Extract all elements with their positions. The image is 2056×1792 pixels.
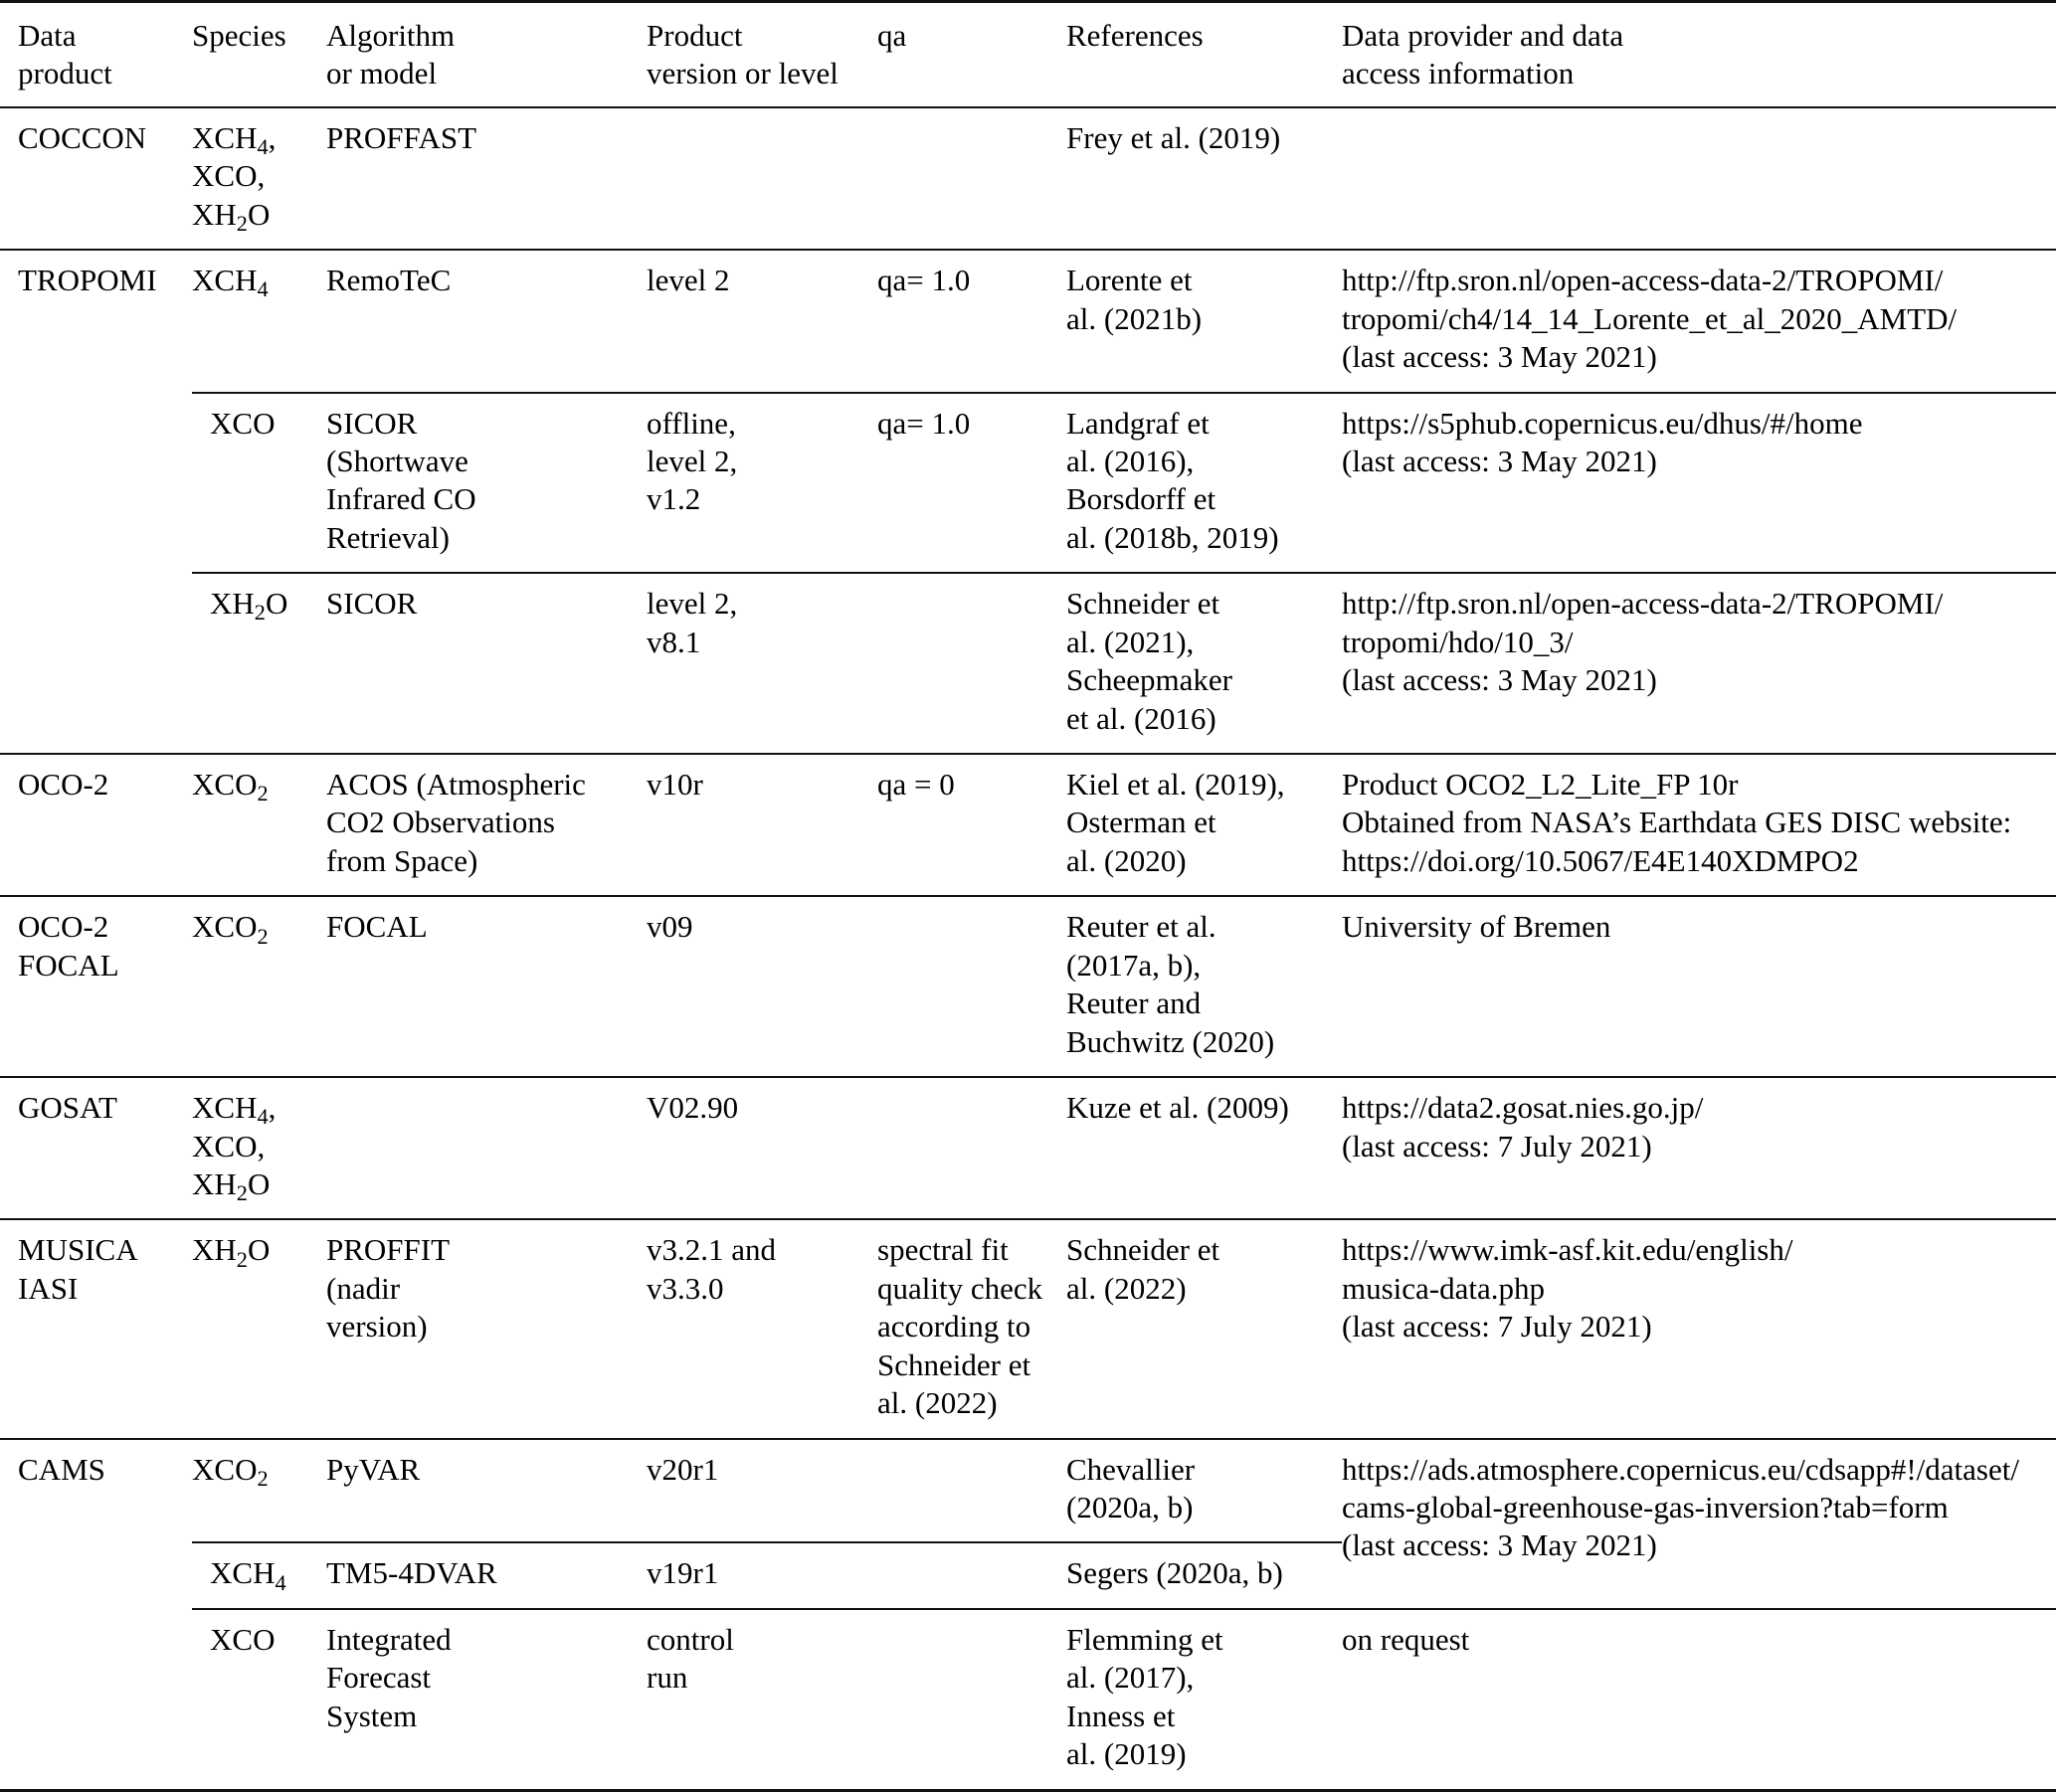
row-gosat — [0, 1077, 2056, 1219]
cams-xch4-version-cell: v19r1 — [647, 1542, 877, 1608]
row-cams-xco2 — [0, 1439, 2056, 1543]
tropomi-xco-access-cell: https://s5phub.copernicus.eu/dhus/#/home (last access: 3 May 2021) — [1342, 393, 2056, 574]
row-oco2-focal — [0, 896, 2056, 1077]
tropomi-product-cell: TROPOMI — [0, 250, 192, 754]
tropomi-xch4-species-cell: $XCH_4$ — [192, 250, 326, 392]
oco2-focal-version-cell: v09 — [647, 896, 877, 1077]
cams-xch4-species-cell: $XCH_4$ — [192, 1542, 326, 1608]
tropomi-xco-qa-cell: qa= 1.0 — [877, 393, 1066, 574]
oco2-focal-product-cell: OCO-2 FOCAL — [0, 896, 192, 1077]
cams-xco-version-cell: control run — [647, 1621, 734, 1696]
gosat-references-cell: Kuze et al. (2009) — [1066, 1077, 1342, 1219]
coccon-product-cell: COCCON — [18, 119, 147, 155]
oco2-qa-cell: qa = 0 — [877, 754, 1066, 896]
tropomi-xh2o-references-cell: Schneider et al. (2021), Scheepmaker et al. (2016) — [1066, 586, 1232, 736]
tropomi-xco-references-cell: Landgraf et al. (2016), Borsdorff et al. (2018b, 2019) — [1066, 393, 1342, 574]
gosat-species-cell: $XCH_4$, XCO, $XH_2O$ — [192, 1077, 326, 1219]
musica-product-cell: MUSICA IASI — [0, 1219, 192, 1438]
column-header-version: Product version or level — [647, 2, 877, 107]
coccon-references-cell: Frey et al. (2019) — [1066, 119, 1281, 155]
tropomi-xco-algorithm-cell: SICOR (Shortwave Infrared CO Retrieval) — [326, 393, 647, 574]
tropomi-xco-version-cell: offline, level 2, v1.2 — [647, 393, 877, 574]
row-oco2 — [0, 754, 2056, 896]
oco2-product-cell: OCO-2 — [0, 754, 192, 896]
column-header-data-product: Data product — [0, 2, 192, 107]
column-header-access: Data provider and data access information — [1342, 2, 2056, 107]
cams-xco-references-cell: Flemming et al. (2017), Inness et al. (2019) — [1066, 1621, 1223, 1772]
cams-xco2-qa-cell — [877, 1439, 1066, 1543]
cams-xco2-species-cell: $XCO_2$ — [192, 1439, 326, 1543]
column-header-references: References — [1066, 2, 1342, 107]
oco2-focal-qa-cell — [877, 896, 1066, 1077]
musica-species-cell: $XH_2O$ — [192, 1219, 326, 1438]
tropomi-xh2o-species-cell: $XH_2O$ — [210, 586, 288, 626]
tropomi-xch4-version-cell: level 2 — [647, 250, 877, 392]
oco2-focal-access-cell: University of Bremen — [1342, 896, 2056, 1077]
tropomi-xch4-algorithm-cell: RemoTeC — [326, 250, 647, 392]
oco2-version-cell: v10r — [647, 754, 877, 896]
tropomi-xh2o-qa-cell — [877, 573, 1066, 754]
tropomi-xh2o-algorithm-cell: SICOR — [326, 586, 418, 622]
gosat-product-cell: GOSAT — [0, 1077, 192, 1219]
musica-version-cell: v3.2.1 and v3.3.0 — [647, 1219, 877, 1438]
cams-xch4-qa-cell — [877, 1542, 1066, 1608]
oco2-access-cell: Product OCO2_L2_Lite_FP 10r Obtained from NASA’s Earthdata GES DISC website: https://doi.org/10.5067/E4E140XDMPO2 — [1342, 754, 2056, 896]
oco2-references-cell: Kiel et al. (2019), Osterman et al. (2020) — [1066, 754, 1342, 896]
cams-product-cell: CAMS — [0, 1439, 192, 1791]
musica-qa-cell: spectral fit quality check according to Schneider et al. (2022) — [877, 1219, 1066, 1438]
row-tropomi-xco — [0, 393, 2056, 574]
oco2-algorithm-cell: ACOS (Atmospheric CO2 Observations from Space) — [326, 754, 647, 896]
oco2-species-cell: $XCO_2$ — [192, 754, 326, 896]
cams-xco2-references-cell: Chevallier (2020a, b) — [1066, 1439, 1342, 1543]
musica-algorithm-cell: PROFFIT (nadir version) — [326, 1219, 647, 1438]
column-header-algorithm: Algorithm or model — [326, 2, 647, 107]
column-header-qa: qa — [877, 2, 1066, 107]
musica-references-cell: Schneider et al. (2022) — [1066, 1219, 1342, 1438]
column-header-species: Species — [192, 2, 326, 107]
musica-access-cell: https://www.imk-asf.kit.edu/english/ musica-data.php (last access: 7 July 2021) — [1342, 1219, 2056, 1438]
gosat-qa-cell — [877, 1077, 1066, 1219]
coccon-version-cell — [647, 107, 877, 250]
row-tropomi-xh2o — [0, 573, 2056, 754]
tropomi-xh2o-version-cell: level 2, v8.1 — [647, 586, 738, 659]
tropomi-xco-species-cell: XCO — [192, 393, 326, 574]
tropomi-xh2o-access-cell: http://ftp.sron.nl/open-access-data-2/TROPOMI/ tropomi/hdo/10_3/ (last access: 3 May 2021) — [1342, 586, 1944, 698]
gosat-access-cell: https://data2.gosat.nies.go.jp/ (last access: 7 July 2021) — [1342, 1077, 2056, 1219]
row-musica-iasi — [0, 1219, 2056, 1438]
cams-xco-species-cell: XCO — [210, 1621, 276, 1657]
tropomi-xch4-qa-cell: qa= 1.0 — [877, 250, 1066, 392]
cams-xco2-algorithm-cell: PyVAR — [326, 1439, 647, 1543]
cams-shared-access-cell: https://ads.atmosphere.copernicus.eu/cdsapp#!/dataset/ cams-global-greenhouse-gas-inversion?tab=form (last access: 3 May 2021) — [1342, 1439, 2056, 1609]
row-cams-xco — [0, 1609, 2056, 1790]
oco2-focal-references-cell: Reuter et al. (2017a, b), Reuter and Buchwitz (2020) — [1066, 896, 1342, 1077]
gosat-version-cell: V02.90 — [647, 1077, 877, 1219]
coccon-algorithm-cell: PROFFAST — [326, 119, 477, 155]
tropomi-xch4-references-cell: Lorente et al. (2021b) — [1066, 250, 1342, 392]
cams-xco-algorithm-cell: Integrated Forecast System — [326, 1621, 452, 1733]
cams-xch4-algorithm-cell: TM5-4DVAR — [326, 1542, 647, 1608]
tropomi-xch4-access-cell: http://ftp.sron.nl/open-access-data-2/TROPOMI/ tropomi/ch4/14_14_Lorente_et_al_2020_AMTD/ (last access: 3 May 2021) — [1342, 250, 2056, 392]
row-tropomi-xch4 — [0, 250, 2056, 392]
cams-xco2-version-cell: v20r1 — [647, 1439, 877, 1543]
coccon-species-cell: $XCH_4$, XCO, $XH_2O$ — [192, 119, 277, 236]
gosat-algorithm-cell — [326, 1077, 647, 1219]
cams-xco-access-cell: on request — [1342, 1621, 1470, 1657]
cams-xco-qa-cell — [877, 1609, 1066, 1790]
row-coccon — [0, 107, 2056, 250]
oco2-focal-species-cell: $XCO_2$ — [192, 896, 326, 1077]
oco2-focal-algorithm-cell: FOCAL — [326, 896, 647, 1077]
coccon-qa-cell — [877, 107, 1066, 250]
coccon-access-cell — [1342, 107, 2056, 250]
cams-xch4-references-cell: Segers (2020a, b) — [1066, 1542, 1342, 1608]
header-row — [0, 2, 2056, 107]
